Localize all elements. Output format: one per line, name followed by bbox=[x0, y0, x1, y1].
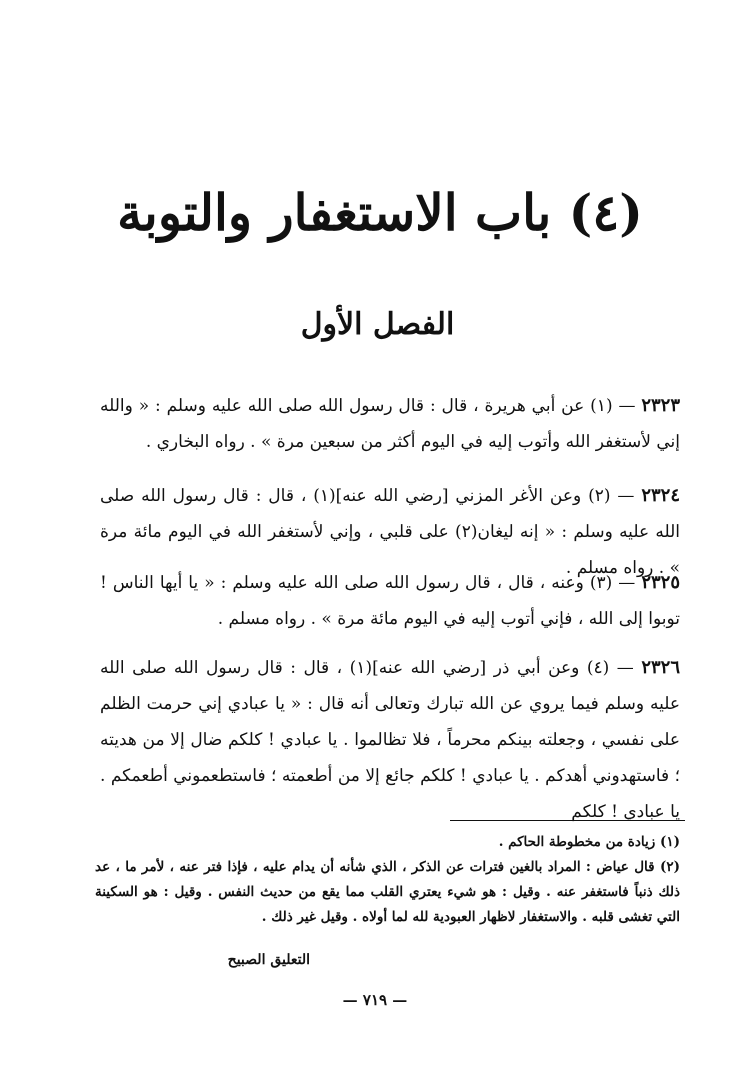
hadith-text: — (٣) وعنه ، قال ، قال رسول الله صلى الله عليه وسلم : « يا أيها الناس ! توبوا إلى الله ، فإني أتوب إليه في اليوم مائة مرة » . رواه مسلم . bbox=[100, 573, 680, 629]
hadith-text: — (٢) وعن الأغر المزني [رضي الله عنه](١) ، قال : قال رسول الله صلى الله عليه وسلم : « إنه ليغان(٢) على قلبي ، وإني لأستغفر الله في اليوم مائة مرة » . رواه مسلم . bbox=[100, 486, 680, 578]
commentary-source: التعليق الصبيح bbox=[227, 952, 310, 968]
hadith-paragraph bbox=[100, 388, 680, 460]
hadith-number: ٢٣٢٤ bbox=[641, 485, 680, 506]
section-title: الفصل الأول bbox=[300, 307, 455, 342]
hadith-text: — (٤) وعن أبي ذر [رضي الله عنه](١) ، قال : قال رسول الله صلى الله عليه وسلم فيما يروي عن الله تبارك وتعالى أنه قال : « يا عبادي إني حرمت الظلم على نفسي ، وجعلته بينكم محرماً ، فلا تظالموا . يا عبادي ! كلكم ضال إلا من هديته ؛ فاستهدوني أهدكم . يا عبادي ! كلكم جائع إلا من أطعمته ؛ فاستطعموني أطعمكم . يا عبادي ! كلكم bbox=[100, 658, 680, 822]
footnotes bbox=[95, 830, 680, 930]
hadith-number: ٢٣٢٣ bbox=[641, 395, 681, 416]
hadith-number: ٢٣٢٥ bbox=[641, 572, 680, 593]
hadith-number: ٢٣٢٦ bbox=[641, 657, 680, 678]
footnote-divider bbox=[450, 820, 685, 821]
footnote-1: (١) زيادة من مخطوطة الحاكم . bbox=[498, 834, 680, 850]
page-number: — ٧١٩ — bbox=[342, 991, 408, 1009]
hadith-text: — (١) عن أبي هريرة ، قال : قال رسول الله صلى الله عليه وسلم : « والله إني لأستغفر الله وأتوب إليه في اليوم أكثر من سبعين مرة » . رواه البخاري . bbox=[100, 396, 680, 452]
hadith-paragraph bbox=[100, 565, 680, 637]
footnote-2: (٢) قال عياض : المراد بالغين فترات عن الذكر ، الذي شأنه أن يدام عليه ، فإذا فتر عنه ، لأمر ما ، عد ذلك ذنباً فاستغفر عنه . وقيل : هو شيء يعتري القلب مما يقع من حديث النفس . وقيل : هو السكينة التي تغشى قلبه . والاستغفار لاظهار العبودية لله لما أولاه . وقيل غير ذلك . bbox=[95, 859, 680, 925]
hadith-paragraph bbox=[100, 650, 680, 830]
chapter-title: (٤) باب الاستغفار والتوبة bbox=[117, 183, 643, 242]
